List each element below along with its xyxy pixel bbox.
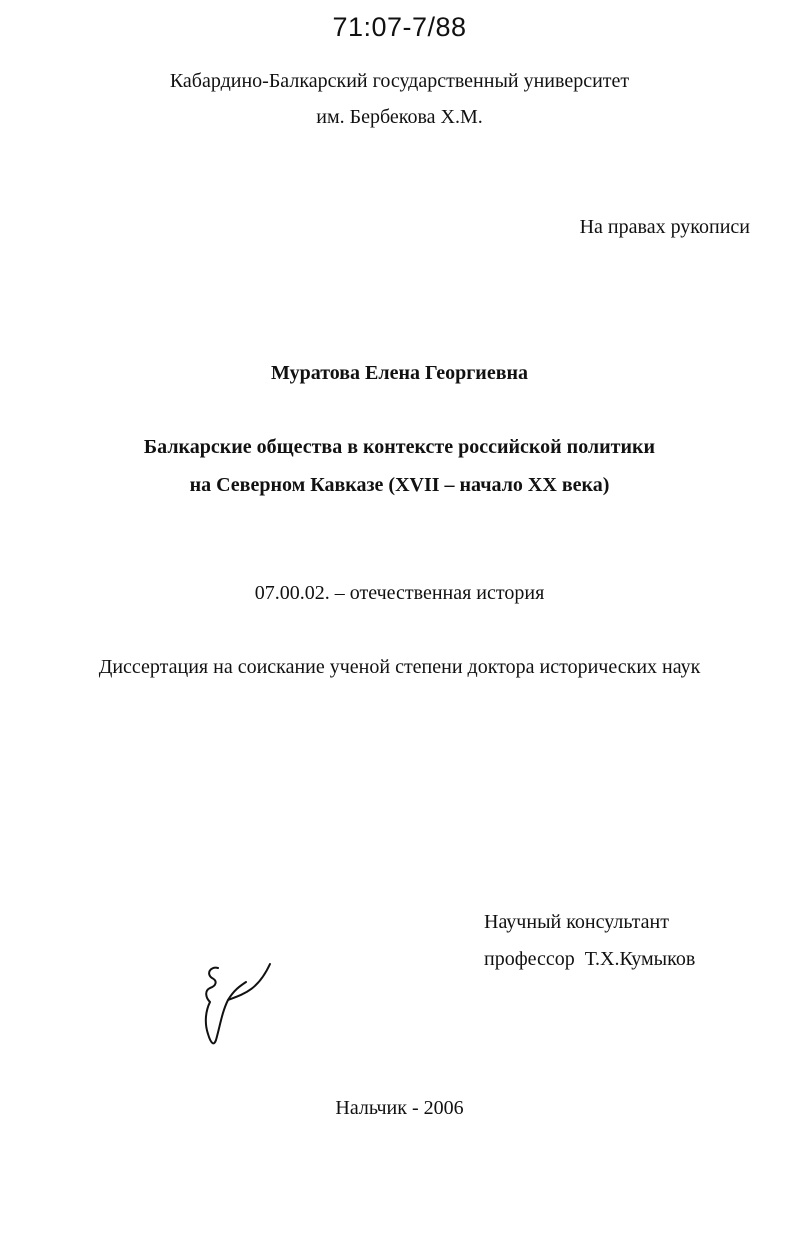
signature-stroke-main <box>206 968 246 1044</box>
consultant-name: профессор Т.Х.Кумыков <box>484 948 696 970</box>
author-name: Муратова Елена Георгиевна <box>270 362 529 384</box>
university-name: Кабардино-Балкарский государственный университет <box>169 70 630 92</box>
consultant-label: Научный консультант <box>484 911 669 933</box>
handwritten-signature <box>198 960 278 1052</box>
city-year: Нальчик - 2006 <box>335 1097 464 1119</box>
catalog-number: 71:07-7/88 <box>332 12 467 42</box>
dissertation-title-line-2: на Северном Кавказе (XVII – начало XX века) <box>189 474 610 496</box>
signature-stroke-tail <box>228 964 270 1000</box>
specialty-code: 07.00.02. – отечественная история <box>254 582 545 604</box>
rights-notice: На правах рукописи <box>579 216 750 238</box>
dissertation-title-line-1: Балкарские общества в контексте российской политики <box>143 436 656 458</box>
university-named-after: им. Бербекова Х.М. <box>316 106 483 128</box>
dissertation-type: Диссертация на соискание ученой степени доктора исторических наук <box>98 656 701 678</box>
